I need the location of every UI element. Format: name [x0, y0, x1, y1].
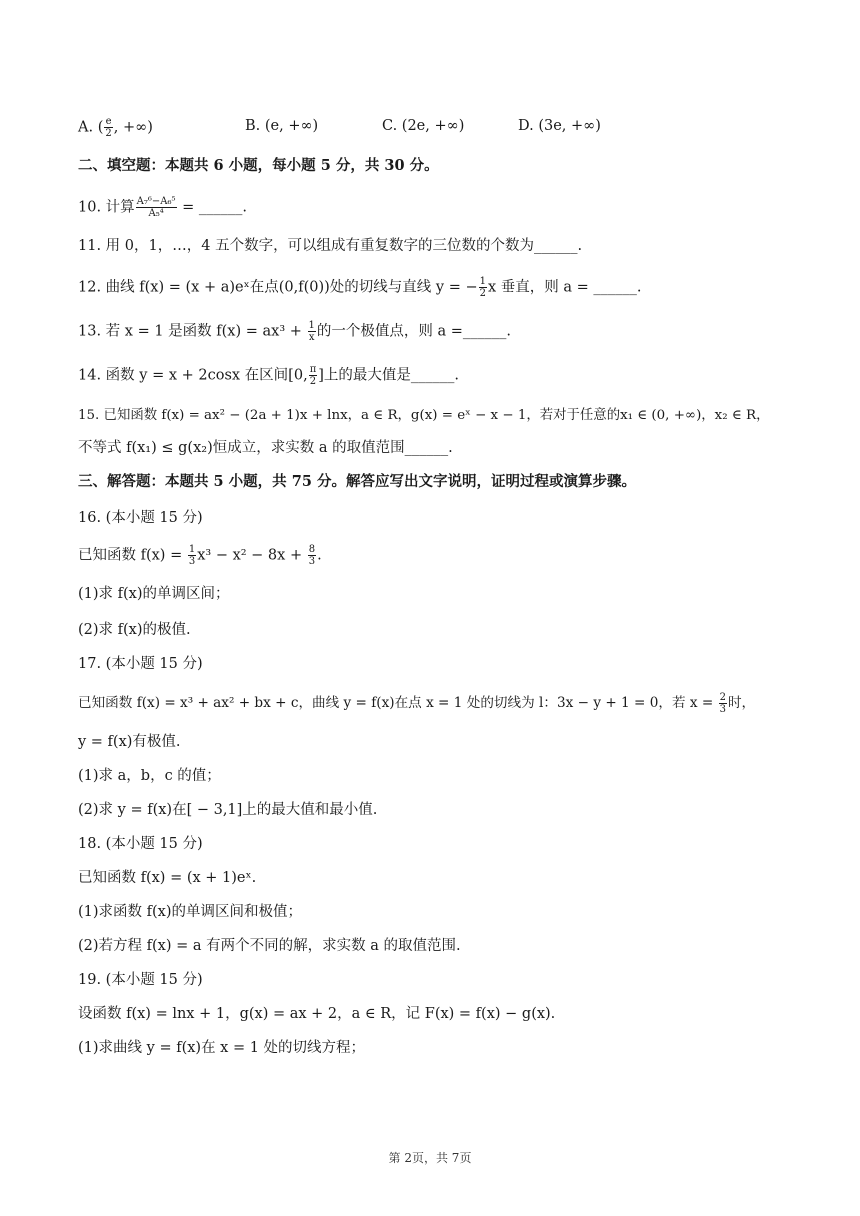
- option-d-label: D.: [518, 118, 534, 134]
- fraction-q16b: [308, 544, 316, 567]
- fraction-numerator: 1: [188, 544, 196, 555]
- fraction-denominator: 3: [719, 704, 726, 715]
- question-17-stem-2: y = f(x)有极值.: [78, 734, 181, 750]
- option-b-label: B.: [245, 118, 261, 134]
- question-17-part-2: (2)求 y = f(x)在[ − 3,1]上的最大值和最小值.: [78, 802, 378, 818]
- question-18-stem: 已知函数 f(x) = (x + 1)eˣ.: [78, 870, 257, 886]
- question-16-part-2: (2)求 f(x)的极值.: [78, 622, 191, 638]
- question-18-part-1: (1)求函数 f(x)的单调区间和极值；: [78, 904, 303, 920]
- section-title-fill-in: 二、填空题：本题共 6 小题，每小题 5 分，共 30 分。: [78, 157, 439, 174]
- question-text: 已知函数 f(x) =: [78, 547, 187, 564]
- question-16-stem: [78, 544, 322, 567]
- option-a: [78, 116, 153, 139]
- option-c: [382, 116, 464, 136]
- question-text-mid: x³ − x² − 8x +: [197, 547, 307, 564]
- fraction-denominator: 3: [308, 556, 316, 567]
- question-14: [78, 364, 459, 387]
- fraction-numerator: 1: [308, 320, 315, 331]
- option-c-label: C.: [382, 118, 398, 134]
- question-19-head: 19. (本小题 15 分): [78, 972, 203, 988]
- question-tail: .: [317, 547, 322, 564]
- question-17-part-1: (1)求 a，b，c 的值；: [78, 768, 221, 784]
- fraction-numerator: e: [105, 116, 112, 127]
- question-text: 12. 曲线 f(x) = (x + a)eˣ在点(0,f(0))处的切线与直线 y = −: [78, 279, 478, 296]
- fraction-q13: [308, 320, 316, 343]
- page-footer: 第 2页，共 7页: [388, 1151, 472, 1165]
- fraction-q17: [719, 692, 727, 715]
- question-tail: x 垂直，则 a = ______.: [487, 279, 642, 296]
- fraction-denominator: 3: [188, 556, 196, 567]
- option-b: [245, 116, 318, 136]
- fraction-denominator: x: [308, 332, 315, 343]
- fraction-numerator: 8: [308, 544, 316, 555]
- fraction-denominator: 2: [309, 376, 317, 387]
- option-c-value: (2e, +∞): [401, 118, 465, 134]
- fraction-numerator: A₇⁶−A₆⁵: [136, 196, 176, 207]
- question-text: 14. 函数 y = x + 2cosx 在区间[0,: [78, 367, 308, 384]
- fraction-q16a: [188, 544, 196, 567]
- fraction-q14: [309, 364, 318, 387]
- question-16-head: 16. (本小题 15 分): [78, 510, 203, 526]
- question-tail: 的一个极值点，则 a =______.: [316, 323, 511, 340]
- fraction-numerator: 1: [479, 276, 486, 287]
- option-d: [518, 116, 601, 136]
- question-tail: ]上的最大值是______.: [318, 367, 460, 384]
- question-19-stem: 设函数 f(x) = lnx + 1，g(x) = ax + 2，a ∈ R，记 F(x) = f(x) − g(x).: [78, 1006, 556, 1022]
- option-a-open: (: [97, 119, 104, 136]
- question-text: 已知函数 f(x) = x³ + ax² + bx + c，曲线 y = f(x)在点 x = 1 处的切线为 l：3x − y + 1 = 0，若 x =: [78, 695, 718, 711]
- option-d-value: (3e, +∞): [538, 118, 601, 134]
- option-b-value: (e, +∞): [264, 118, 319, 134]
- question-17-head: 17. (本小题 15 分): [78, 656, 203, 672]
- fraction-numerator: π: [309, 364, 317, 375]
- section-title-solutions: 三、解答题：本题共 5 小题，共 75 分。解答应写出文字说明，证明过程或演算步骤。: [78, 473, 636, 490]
- fraction-denominator: 2: [105, 128, 112, 139]
- question-number: 10.: [78, 199, 102, 216]
- question-11: 11. 用 0，1，…，4 五个数字，可以组成有重复数字的三位数的个数为______.: [78, 238, 583, 254]
- question-13: [78, 320, 511, 343]
- question-15-line-2: 不等式 f(x₁) ≤ g(x₂)恒成立，求实数 a 的取值范围______.: [78, 440, 453, 456]
- question-18-head: 18. (本小题 15 分): [78, 836, 203, 852]
- question-16-part-1: (1)求 f(x)的单调区间；: [78, 586, 230, 602]
- question-19-part-1: (1)求曲线 y = f(x)在 x = 1 处的切线方程；: [78, 1040, 366, 1056]
- fraction-e-over-2: [104, 116, 112, 139]
- question-18-part-2: (2)若方程 f(x) = a 有两个不同的解，求实数 a 的取值范围.: [78, 938, 461, 954]
- fraction-q10: [136, 196, 177, 219]
- question-tail: 时，: [727, 695, 756, 711]
- option-a-label: A.: [78, 119, 94, 136]
- fraction-q12: [479, 276, 487, 299]
- fraction-denominator: 2: [479, 288, 486, 299]
- fraction-numerator: 2: [719, 692, 726, 703]
- question-15-line-1: 15. 已知函数 f(x) = ax² − (2a + 1)x + lnx，a ∈ R，g(x) = eˣ − x − 1，若对于任意的x₁ ∈ (0, +∞)，x₂ ∈ R，: [78, 408, 770, 423]
- question-10: [78, 196, 247, 219]
- question-12: [78, 276, 642, 299]
- question-text: 13. 若 x = 1 是函数 f(x) = ax³ +: [78, 323, 307, 340]
- question-17-stem: [78, 692, 755, 715]
- question-tail: = ______.: [177, 199, 248, 216]
- fraction-denominator: A₅⁴: [148, 208, 164, 219]
- option-a-tail: , +∞): [113, 119, 153, 136]
- question-text: 计算: [105, 199, 135, 216]
